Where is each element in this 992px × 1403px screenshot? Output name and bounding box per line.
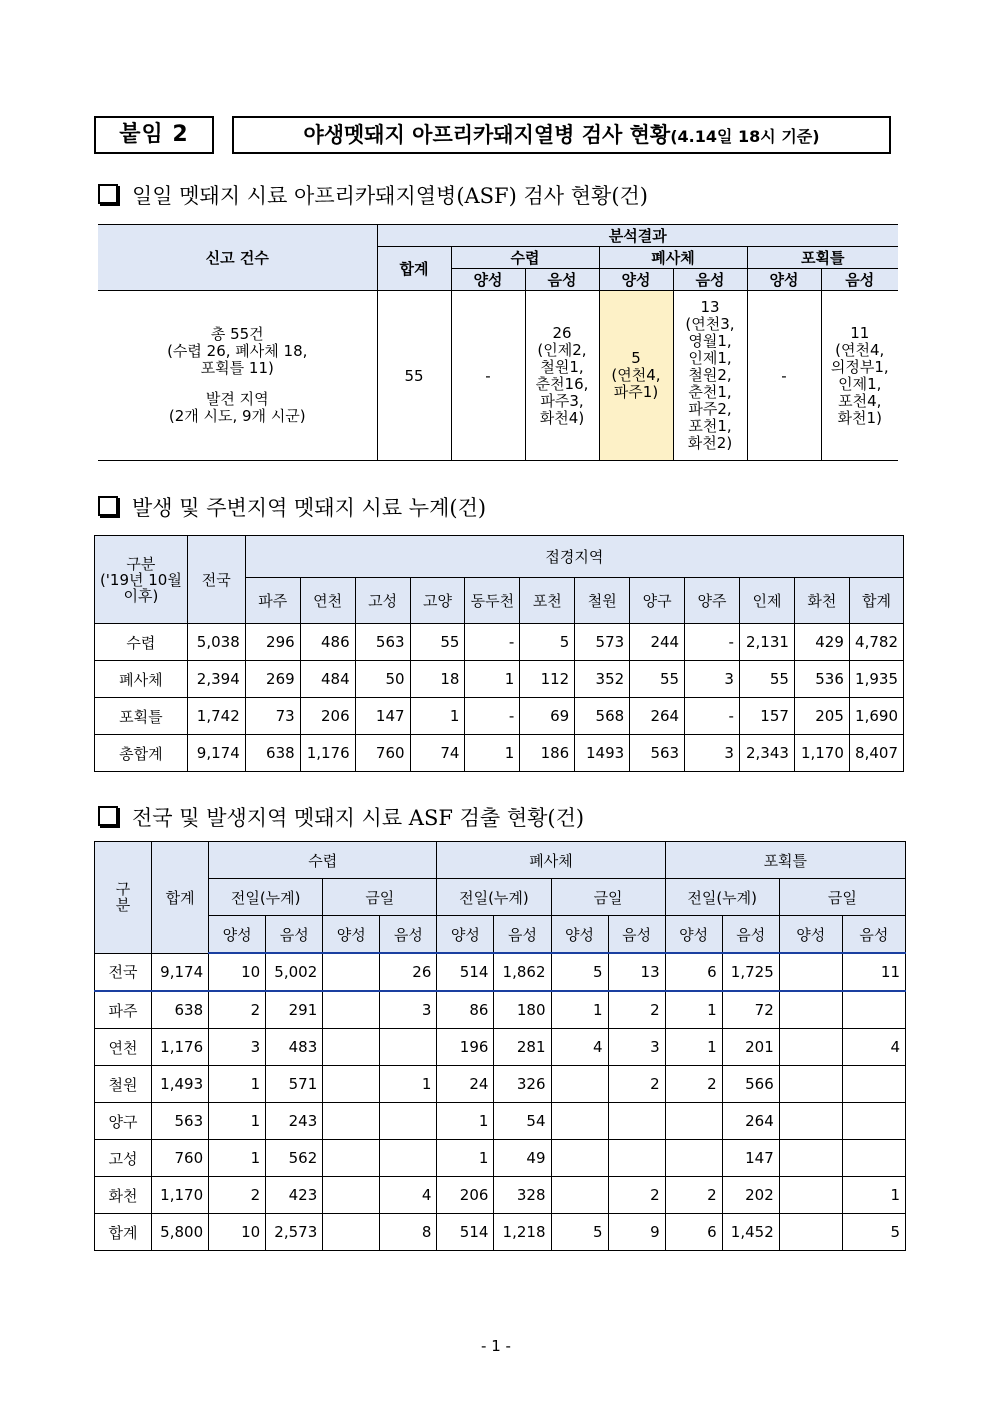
table-cell: 112 [520, 661, 575, 698]
table-cell: 5 [551, 1214, 608, 1251]
table-row [95, 1103, 906, 1140]
table-cell: 483 [266, 1029, 323, 1066]
table-cell [608, 1103, 665, 1140]
table-cell: 2 [665, 1177, 722, 1214]
capture-pos-cell: - [451, 291, 525, 461]
table-cell: 2,343 [739, 735, 794, 772]
positive-header: 양성 [323, 916, 380, 954]
positive-header: 양성 [665, 916, 722, 954]
table-cell: 291 [266, 991, 323, 1029]
region-header: 파주 [245, 578, 300, 624]
table-cell: 201 [722, 1029, 779, 1066]
table-cell [380, 1140, 437, 1177]
table-cell: 24 [437, 1066, 494, 1103]
section3-heading-text: 전국 및 발생지역 멧돼지 시료 ASF 검출 현황(건) [132, 806, 585, 830]
cell-line: 철원1, [540, 357, 584, 376]
region-header: 고성 [355, 578, 410, 624]
cell-line: (수렵 26, 폐사체 18, [167, 342, 308, 360]
cell-line: 구분 [126, 554, 156, 573]
negative-header: 음성 [380, 916, 437, 954]
table-cell: 157 [739, 698, 794, 735]
report-count-header: 신고 건수 [98, 225, 377, 291]
document-title [232, 116, 891, 154]
detection-table [94, 841, 906, 1251]
negative-header: 음성 [608, 916, 665, 954]
table-cell: 1,935 [849, 661, 903, 698]
today-header: 금일 [779, 879, 905, 916]
negative-header: 음성 [842, 916, 905, 954]
cell-line: 포천4, [838, 391, 882, 410]
cell-line: (2개 시도, 9개 시군) [168, 407, 306, 425]
table-cell [551, 1140, 608, 1177]
table-cell: 13 [608, 953, 665, 991]
total-header: 합계 [377, 247, 451, 291]
table-cell [551, 1066, 608, 1103]
table-cell: 326 [494, 1066, 551, 1103]
table-cell: 638 [245, 735, 300, 772]
table-cell: 536 [794, 661, 849, 698]
table-cell: 206 [437, 1177, 494, 1214]
table-cell: 2,573 [266, 1214, 323, 1251]
table-cell: 1 [465, 735, 520, 772]
table-cell [323, 1029, 380, 1066]
trap-group-header: 포획틀 [665, 842, 905, 879]
table-row [95, 1066, 906, 1103]
table-cell: 18 [410, 661, 465, 698]
cell-line: 파주3, [540, 391, 584, 410]
table-cell: 9,174 [152, 953, 209, 991]
cell-line: 26 [552, 323, 572, 342]
table-cell: 74 [410, 735, 465, 772]
title-sub: (4.14일 18시 기준) [670, 127, 820, 146]
table-cell: 568 [575, 698, 630, 735]
cell-line: 의정부1, [830, 357, 889, 376]
trap-neg-cell [821, 291, 898, 461]
cell-line: 총 55건 [210, 325, 264, 343]
trap-header: 포획틀 [747, 247, 898, 269]
table-cell [665, 1140, 722, 1177]
table-cell: 72 [722, 991, 779, 1029]
cell-line: 파주2, [688, 400, 732, 418]
cell-line: (연천4, [835, 340, 885, 359]
table-cell [779, 1066, 842, 1103]
row-label: 수렵 [95, 624, 188, 661]
cell-line: 춘천1, [688, 383, 732, 401]
row-label: 전국 [95, 953, 152, 991]
previous-cumulative-header: 전일(누계) [665, 879, 779, 916]
table-cell [380, 1103, 437, 1140]
table-row [95, 1177, 906, 1214]
table-cell: 563 [355, 624, 410, 661]
cell-line: ('19년 10월 [99, 570, 182, 589]
checkbox-square-icon [98, 496, 118, 516]
table-cell: 484 [300, 661, 355, 698]
table-cell: 571 [266, 1066, 323, 1103]
table-cell: 5,002 [266, 953, 323, 991]
cell-line: (연천3, [685, 315, 735, 333]
table-cell: 563 [630, 735, 685, 772]
table-cell [779, 1214, 842, 1251]
cell-line: 발견 지역 [205, 390, 269, 408]
cell-line: (연천4, [611, 366, 661, 384]
cell-line: 포획틀 11) [200, 359, 274, 377]
national-header: 전국 [187, 536, 245, 624]
table-cell: 8 [380, 1214, 437, 1251]
table-cell [323, 1103, 380, 1140]
table-cell: 196 [437, 1029, 494, 1066]
daily-test-table [98, 224, 898, 461]
row-label: 총합계 [95, 735, 188, 772]
table-cell: 562 [266, 1140, 323, 1177]
table-cell: - [465, 698, 520, 735]
table-cell: 1,452 [722, 1214, 779, 1251]
row-label: 폐사체 [95, 661, 188, 698]
cell-line: 파주1) [613, 383, 659, 401]
table-cell: 1,170 [794, 735, 849, 772]
table-cell: 514 [437, 1214, 494, 1251]
report-count-cell [98, 291, 377, 461]
table-cell: 4 [551, 1029, 608, 1066]
table-cell: 6 [665, 1214, 722, 1251]
capture-neg-cell [525, 291, 599, 461]
cell-line: 11 [850, 323, 870, 342]
capture-pos-header: 양성 [451, 269, 525, 291]
table-cell [380, 1029, 437, 1066]
table-cell: 423 [266, 1177, 323, 1214]
table-cell: 5 [842, 1214, 905, 1251]
total-header: 합계 [152, 842, 209, 954]
table-cell: 5,038 [187, 624, 245, 661]
table-cell: 244 [630, 624, 685, 661]
row-label: 고성 [95, 1140, 152, 1177]
table-row [95, 661, 904, 698]
table-cell: 69 [520, 698, 575, 735]
table-cell: 4 [842, 1029, 905, 1066]
table-cell: 206 [300, 698, 355, 735]
table-cell: 760 [152, 1140, 209, 1177]
table-cell [323, 1140, 380, 1177]
table-cell [779, 1103, 842, 1140]
table-cell: 1 [209, 1103, 266, 1140]
capture-group-header: 수렵 [209, 842, 437, 879]
table-cell: 563 [152, 1103, 209, 1140]
table-cell: 1 [209, 1066, 266, 1103]
table-cell: - [685, 624, 740, 661]
table-row [95, 1214, 906, 1251]
table-cell: 2,394 [187, 661, 245, 698]
carcass-neg-header: 음성 [673, 269, 747, 291]
table-cell: 486 [300, 624, 355, 661]
table-cell [779, 1177, 842, 1214]
negative-header: 음성 [266, 916, 323, 954]
cell-line: 화천2) [687, 434, 733, 452]
checkbox-square-icon [98, 184, 118, 204]
table-cell: 1 [410, 698, 465, 735]
table-cell [842, 991, 905, 1029]
region-header: 화천 [794, 578, 849, 624]
table-cell: 205 [794, 698, 849, 735]
table-cell: 9,174 [187, 735, 245, 772]
table-cell: 352 [575, 661, 630, 698]
row-label: 파주 [95, 991, 152, 1029]
table-row [95, 1029, 906, 1066]
table-cell: 296 [245, 624, 300, 661]
capture-neg-header: 음성 [525, 269, 599, 291]
table-cell [779, 953, 842, 991]
section3-heading [98, 802, 584, 832]
table-cell [323, 1177, 380, 1214]
table-cell: 281 [494, 1029, 551, 1066]
table-cell: 269 [245, 661, 300, 698]
table-cell: 638 [152, 991, 209, 1029]
table-row [95, 735, 904, 772]
checkbox-square-icon [98, 806, 118, 826]
carcass-neg-cell [673, 291, 747, 461]
region-header: 고양 [410, 578, 465, 624]
table-cell: 1 [380, 1066, 437, 1103]
table-cell: 1,218 [494, 1214, 551, 1251]
carcass-pos-cell [599, 291, 673, 461]
table-cell: 5,800 [152, 1214, 209, 1251]
table-cell: 3 [685, 735, 740, 772]
table-cell [779, 991, 842, 1029]
table-cell: 1,690 [849, 698, 903, 735]
table-cell: 26 [380, 953, 437, 991]
trap-pos-cell: - [747, 291, 821, 461]
cell-line: 포천1, [688, 417, 732, 435]
table-cell: 1 [551, 991, 608, 1029]
cell-line: 5 [631, 349, 641, 367]
border-region-header: 접경지역 [245, 536, 903, 578]
table-row [95, 1140, 906, 1177]
table-cell: 1,170 [152, 1177, 209, 1214]
table-cell: 5 [520, 624, 575, 661]
negative-header: 음성 [722, 916, 779, 954]
cell-line: 분 [115, 896, 131, 915]
cell-line [98, 377, 377, 391]
analysis-header: 분석결과 [377, 225, 898, 247]
positive-header: 양성 [437, 916, 494, 954]
positive-header: 양성 [779, 916, 842, 954]
table-cell: 1 [209, 1140, 266, 1177]
previous-cumulative-header: 전일(누계) [209, 879, 323, 916]
today-header: 금일 [323, 879, 437, 916]
table-cell: 55 [410, 624, 465, 661]
category-header [95, 842, 152, 954]
cumulative-table [94, 535, 904, 772]
table-cell: 10 [209, 953, 266, 991]
table-cell: 6 [665, 953, 722, 991]
table-cell: 9 [608, 1214, 665, 1251]
table-cell: 1,176 [152, 1029, 209, 1066]
table-cell: 2 [665, 1066, 722, 1103]
table-cell: 1 [465, 661, 520, 698]
table-cell [323, 953, 380, 991]
table-cell [323, 1214, 380, 1251]
region-header: 연천 [300, 578, 355, 624]
cell-line: 구 [115, 880, 131, 899]
table-cell [842, 1103, 905, 1140]
cell-line: 화천1) [837, 408, 882, 427]
row-label: 포획틀 [95, 698, 188, 735]
table-cell: 2,131 [739, 624, 794, 661]
table-cell: 180 [494, 991, 551, 1029]
previous-cumulative-header: 전일(누계) [437, 879, 551, 916]
cell-line: 춘천16, [535, 374, 589, 393]
carcass-group-header: 폐사체 [437, 842, 665, 879]
table-cell: 49 [494, 1140, 551, 1177]
table-cell: 3 [380, 991, 437, 1029]
table-cell: 1,725 [722, 953, 779, 991]
table-cell: 202 [722, 1177, 779, 1214]
table-cell: 1,742 [187, 698, 245, 735]
table-cell [842, 1140, 905, 1177]
table-cell: 186 [520, 735, 575, 772]
table-cell: 55 [630, 661, 685, 698]
table-row [95, 953, 906, 991]
table-cell: 1493 [575, 735, 630, 772]
table-cell [323, 1066, 380, 1103]
table-cell: 1,862 [494, 953, 551, 991]
table-cell: 2 [608, 991, 665, 1029]
row-label: 양구 [95, 1103, 152, 1140]
negative-header: 음성 [494, 916, 551, 954]
table-cell: 8,407 [849, 735, 903, 772]
table-cell [608, 1140, 665, 1177]
table-cell: 3 [209, 1029, 266, 1066]
cell-line: 인제1, [688, 349, 732, 367]
table-cell [779, 1029, 842, 1066]
trap-pos-header: 양성 [747, 269, 821, 291]
cell-line: (인제2, [537, 340, 587, 359]
row-label: 화천 [95, 1177, 152, 1214]
cell-line: 화천4) [539, 408, 585, 427]
region-header: 동두천 [465, 578, 520, 624]
cell-line: 이후) [123, 586, 159, 605]
table-cell: - [465, 624, 520, 661]
table-cell: 73 [245, 698, 300, 735]
positive-header: 양성 [551, 916, 608, 954]
section2-heading-text: 발생 및 주변지역 멧돼지 시료 누계(건) [132, 496, 487, 520]
table-cell: - [685, 698, 740, 735]
table-cell: 2 [209, 1177, 266, 1214]
table-cell: 50 [355, 661, 410, 698]
section2-heading [98, 492, 486, 522]
table-cell: 1 [437, 1103, 494, 1140]
table-cell: 147 [355, 698, 410, 735]
cell-line: 영월1, [688, 332, 732, 350]
page-number: - 1 - [481, 1337, 511, 1355]
region-header: 포천 [520, 578, 575, 624]
table-cell: 5 [551, 953, 608, 991]
table-row [95, 991, 906, 1029]
cell-line: 인제1, [838, 374, 882, 393]
today-header: 금일 [551, 879, 665, 916]
total-cell: 55 [377, 291, 451, 461]
table-cell: 3 [685, 661, 740, 698]
table-cell: 86 [437, 991, 494, 1029]
table-cell: 264 [630, 698, 685, 735]
table-row [95, 698, 904, 735]
table-cell: 3 [608, 1029, 665, 1066]
table-row [95, 624, 904, 661]
table-cell: 4 [380, 1177, 437, 1214]
table-cell: 55 [739, 661, 794, 698]
table-cell: 1 [842, 1177, 905, 1214]
row-label: 합계 [95, 1214, 152, 1251]
table-cell: 1 [665, 1029, 722, 1066]
region-header: 인제 [739, 578, 794, 624]
table-cell: 429 [794, 624, 849, 661]
carcass-pos-header: 양성 [599, 269, 673, 291]
region-header: 양구 [630, 578, 685, 624]
region-header: 철원 [575, 578, 630, 624]
table-cell: 566 [722, 1066, 779, 1103]
table-cell: 264 [722, 1103, 779, 1140]
table-cell [665, 1103, 722, 1140]
table-cell: 10 [209, 1214, 266, 1251]
section1-heading [98, 180, 648, 210]
table-cell: 1,176 [300, 735, 355, 772]
table-cell: 4,782 [849, 624, 903, 661]
section1-heading-text: 일일 멧돼지 시료 아프리카돼지열병(ASF) 검사 현황(건) [132, 184, 648, 208]
table-cell: 1,493 [152, 1066, 209, 1103]
attachment-tag: 붙임 2 [94, 116, 214, 154]
table-cell: 2 [209, 991, 266, 1029]
table-cell: 2 [608, 1066, 665, 1103]
trap-neg-header: 음성 [821, 269, 898, 291]
table-cell [779, 1140, 842, 1177]
cell-line: 철원2, [688, 366, 732, 384]
capture-header: 수렵 [451, 247, 599, 269]
table-cell: 1 [665, 991, 722, 1029]
cell-line: 13 [700, 298, 720, 316]
table-cell: 11 [842, 953, 905, 991]
table-cell [842, 1066, 905, 1103]
table-cell: 328 [494, 1177, 551, 1214]
row-label: 연천 [95, 1029, 152, 1066]
title-main: 야생멧돼지 아프리카돼지열병 검사 현황 [303, 123, 671, 147]
table-cell: 1 [437, 1140, 494, 1177]
table-cell: 573 [575, 624, 630, 661]
table-cell: 2 [608, 1177, 665, 1214]
carcass-header: 폐사체 [599, 247, 747, 269]
table-cell [551, 1103, 608, 1140]
positive-header: 양성 [209, 916, 266, 954]
table-cell: 760 [355, 735, 410, 772]
table-cell: 514 [437, 953, 494, 991]
region-header: 양주 [685, 578, 740, 624]
table-cell: 243 [266, 1103, 323, 1140]
table-cell: 54 [494, 1103, 551, 1140]
table-cell [551, 1177, 608, 1214]
table-cell: 147 [722, 1140, 779, 1177]
table-cell [323, 991, 380, 1029]
region-header: 합계 [849, 578, 903, 624]
category-header [95, 536, 188, 624]
row-label: 철원 [95, 1066, 152, 1103]
